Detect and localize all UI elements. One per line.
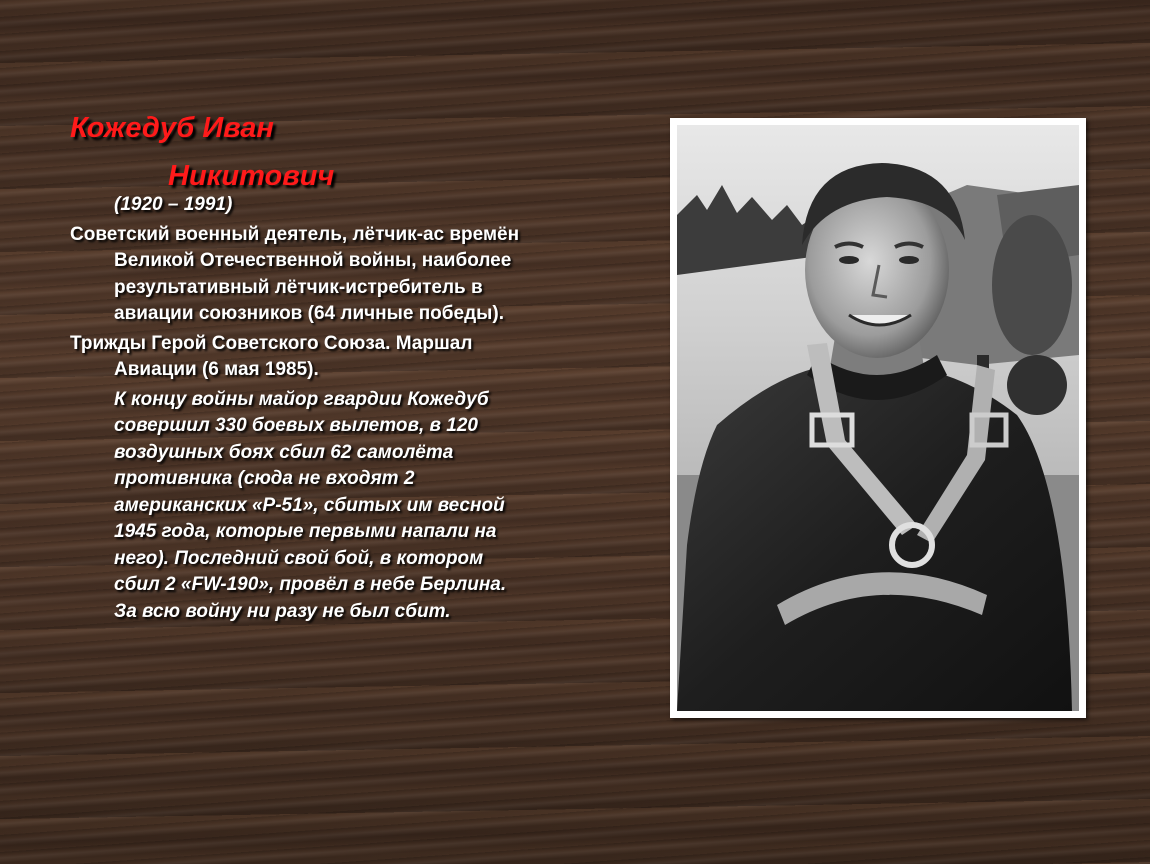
title-line-2: Никитович [168,160,335,192]
biography-text [70,192,520,625]
biography-paragraph-3: К концу войны майор гвардии Кожедуб совершил 330 боевых вылетов, в 120 воздушных боях сбил 62 самолёта противника (сюда не входят 2 американских «P-51», сбитых им весной 1945 года, которые первыми напали на него). Последний свой бой, в котором сбил 2 «FW-190», провёл в небе Берлина. За всю войну ни разу не был сбит. [114,388,507,622]
portrait-illustration [677,125,1079,711]
portrait-photo [677,125,1079,711]
slide-title [70,104,490,200]
biography-paragraph-2: Трижды Герой Советского Союза. Маршал Авиации (6 мая 1985). [70,332,473,380]
life-dates: (1920 – 1991) [114,194,233,215]
portrait-frame [670,118,1086,718]
title-line-1: Кожедуб Иван [70,112,274,144]
biography-paragraph-1: Советский военный деятель, лётчик-ас времён Великой Отечественной войны, наиболее результативный лётчик-истребитель в авиации союзников (64 личные победы). [70,223,520,324]
